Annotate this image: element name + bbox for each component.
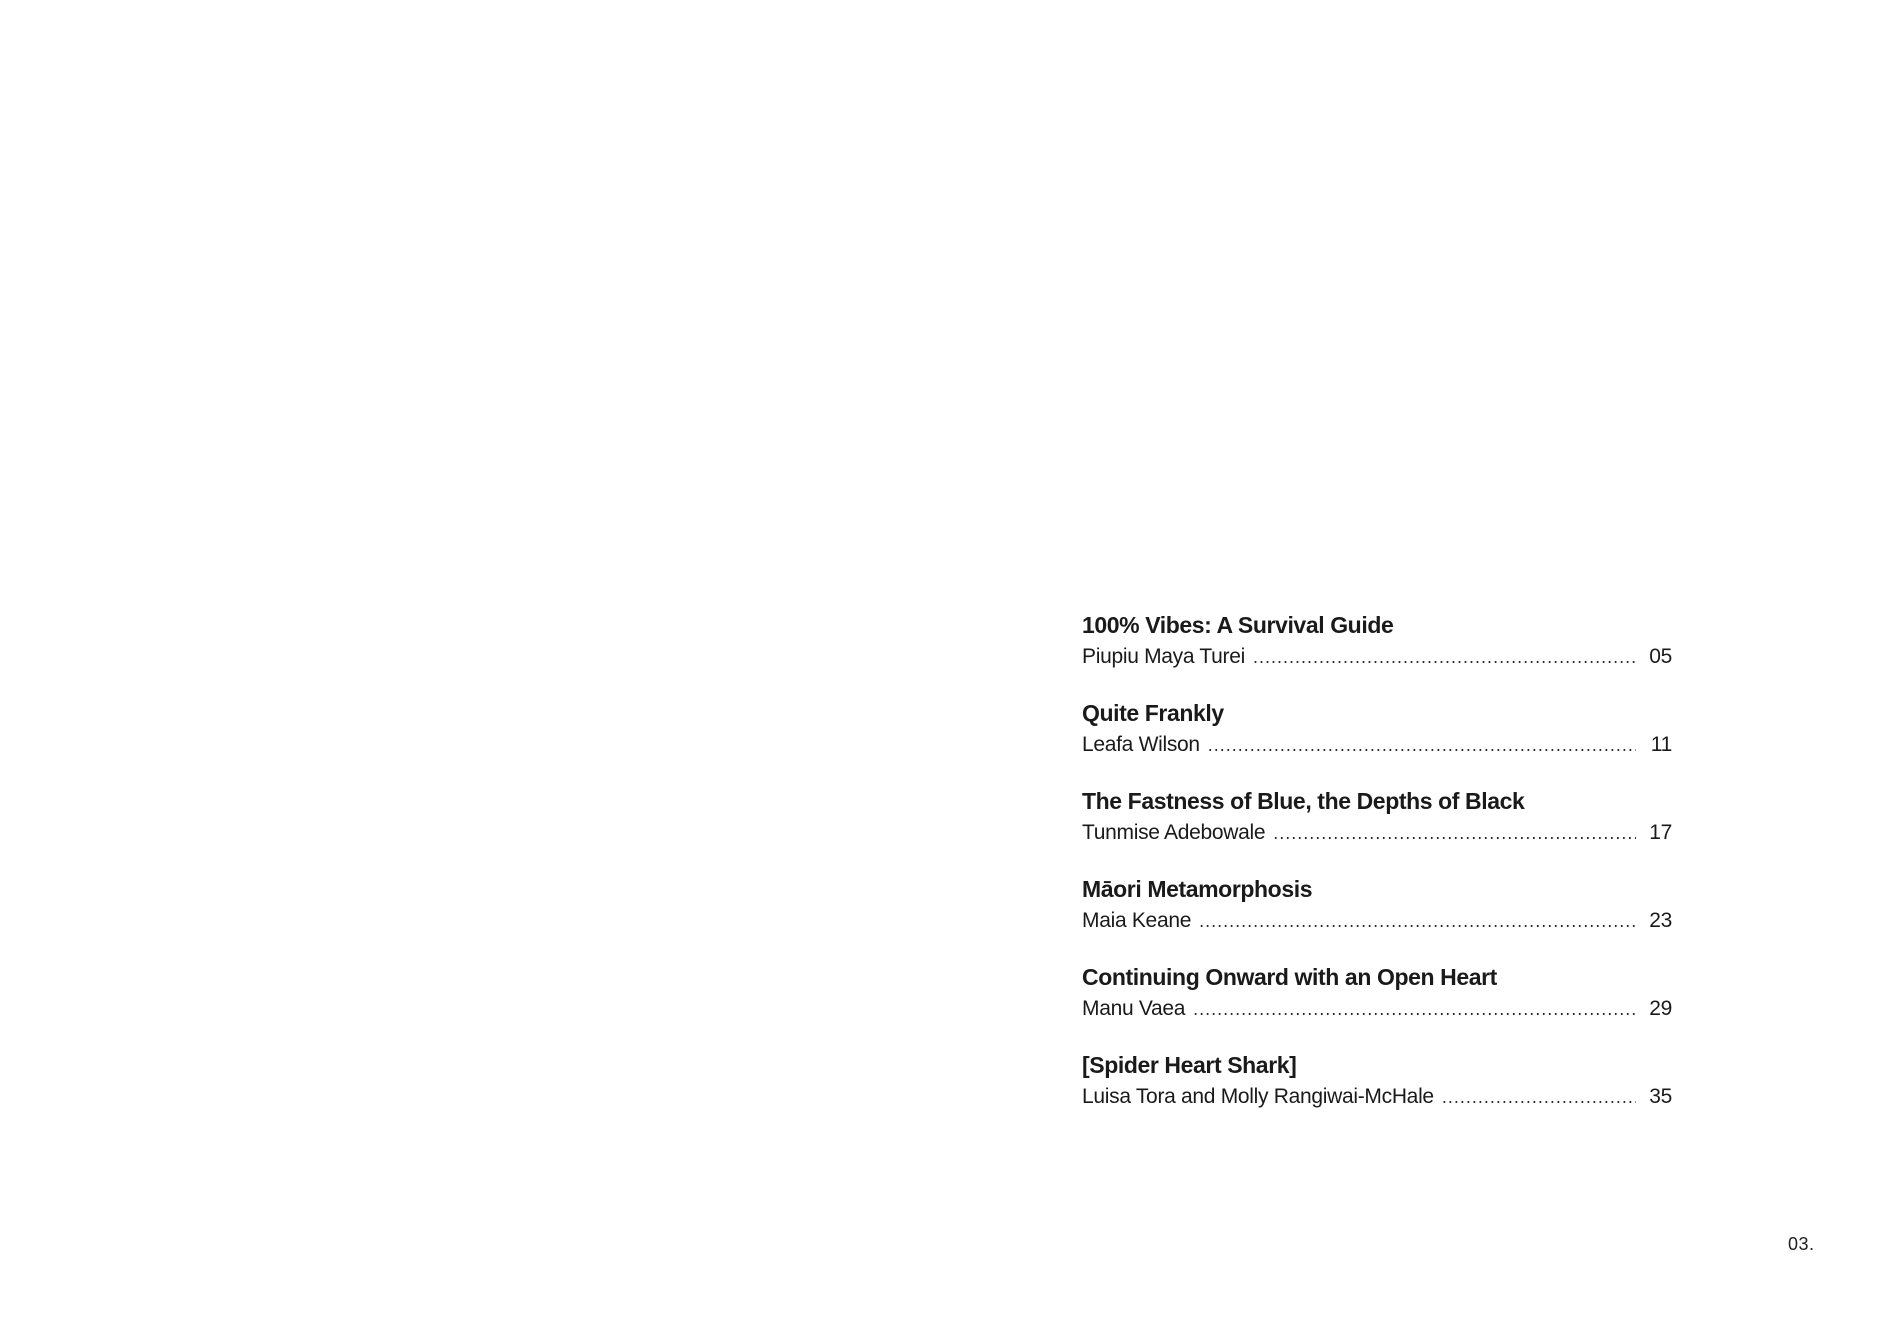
toc-entry-title: 100% Vibes: A Survival Guide	[1082, 612, 1394, 638]
toc-entry-line	[1082, 992, 1672, 1026]
toc-entry[interactable]	[1082, 1050, 1672, 1138]
toc-entry[interactable]	[1082, 874, 1672, 962]
toc-entry-title: Māori Metamorphosis	[1082, 876, 1313, 902]
toc-entry[interactable]	[1082, 610, 1672, 698]
toc-entry-title: Quite Frankly	[1082, 700, 1224, 726]
toc-entry[interactable]	[1082, 786, 1672, 874]
toc-entry-title: Continuing Onward with an Open Heart	[1082, 964, 1497, 990]
toc-entry-author: Leafa Wilson	[1082, 733, 1200, 756]
dot-leader	[1253, 640, 1636, 674]
toc-entry-page: 35	[1649, 1085, 1672, 1108]
dot-leader	[1193, 992, 1636, 1026]
toc-entry-page: 11	[1650, 733, 1672, 756]
toc-entry-title: [Spider Heart Shark]	[1082, 1052, 1297, 1078]
dot-leader	[1199, 904, 1636, 938]
toc-entry-line	[1082, 1080, 1672, 1114]
toc-entry-title: The Fastness of Blue, the Depths of Black	[1082, 788, 1525, 814]
dot-leader	[1208, 728, 1636, 762]
toc-entry-author: Maia Keane	[1082, 909, 1192, 932]
toc-entry-page: 17	[1649, 821, 1672, 844]
toc-entry-author: Manu Vaea	[1082, 997, 1186, 1020]
toc-entry-author: Luisa Tora and Molly Rangiwai-McHale	[1082, 1085, 1434, 1108]
toc-entry-line	[1082, 640, 1672, 674]
toc-entry-line	[1082, 904, 1672, 938]
toc-entry-line	[1082, 728, 1672, 762]
toc-entry-author: Tunmise Adebowale	[1082, 821, 1266, 844]
toc-entry-page: 29	[1649, 997, 1672, 1020]
dot-leader	[1442, 1080, 1636, 1114]
toc-entry-page: 05	[1649, 645, 1672, 668]
toc-entry-line	[1082, 816, 1672, 850]
toc-entry[interactable]	[1082, 698, 1672, 786]
toc-entry[interactable]	[1082, 962, 1672, 1050]
dot-leader	[1273, 816, 1636, 850]
table-of-contents	[1082, 610, 1672, 1138]
toc-entry-author: Piupiu Maya Turei	[1082, 645, 1245, 668]
page-number: 03.	[1788, 1234, 1815, 1254]
toc-entry-page: 23	[1649, 909, 1672, 932]
